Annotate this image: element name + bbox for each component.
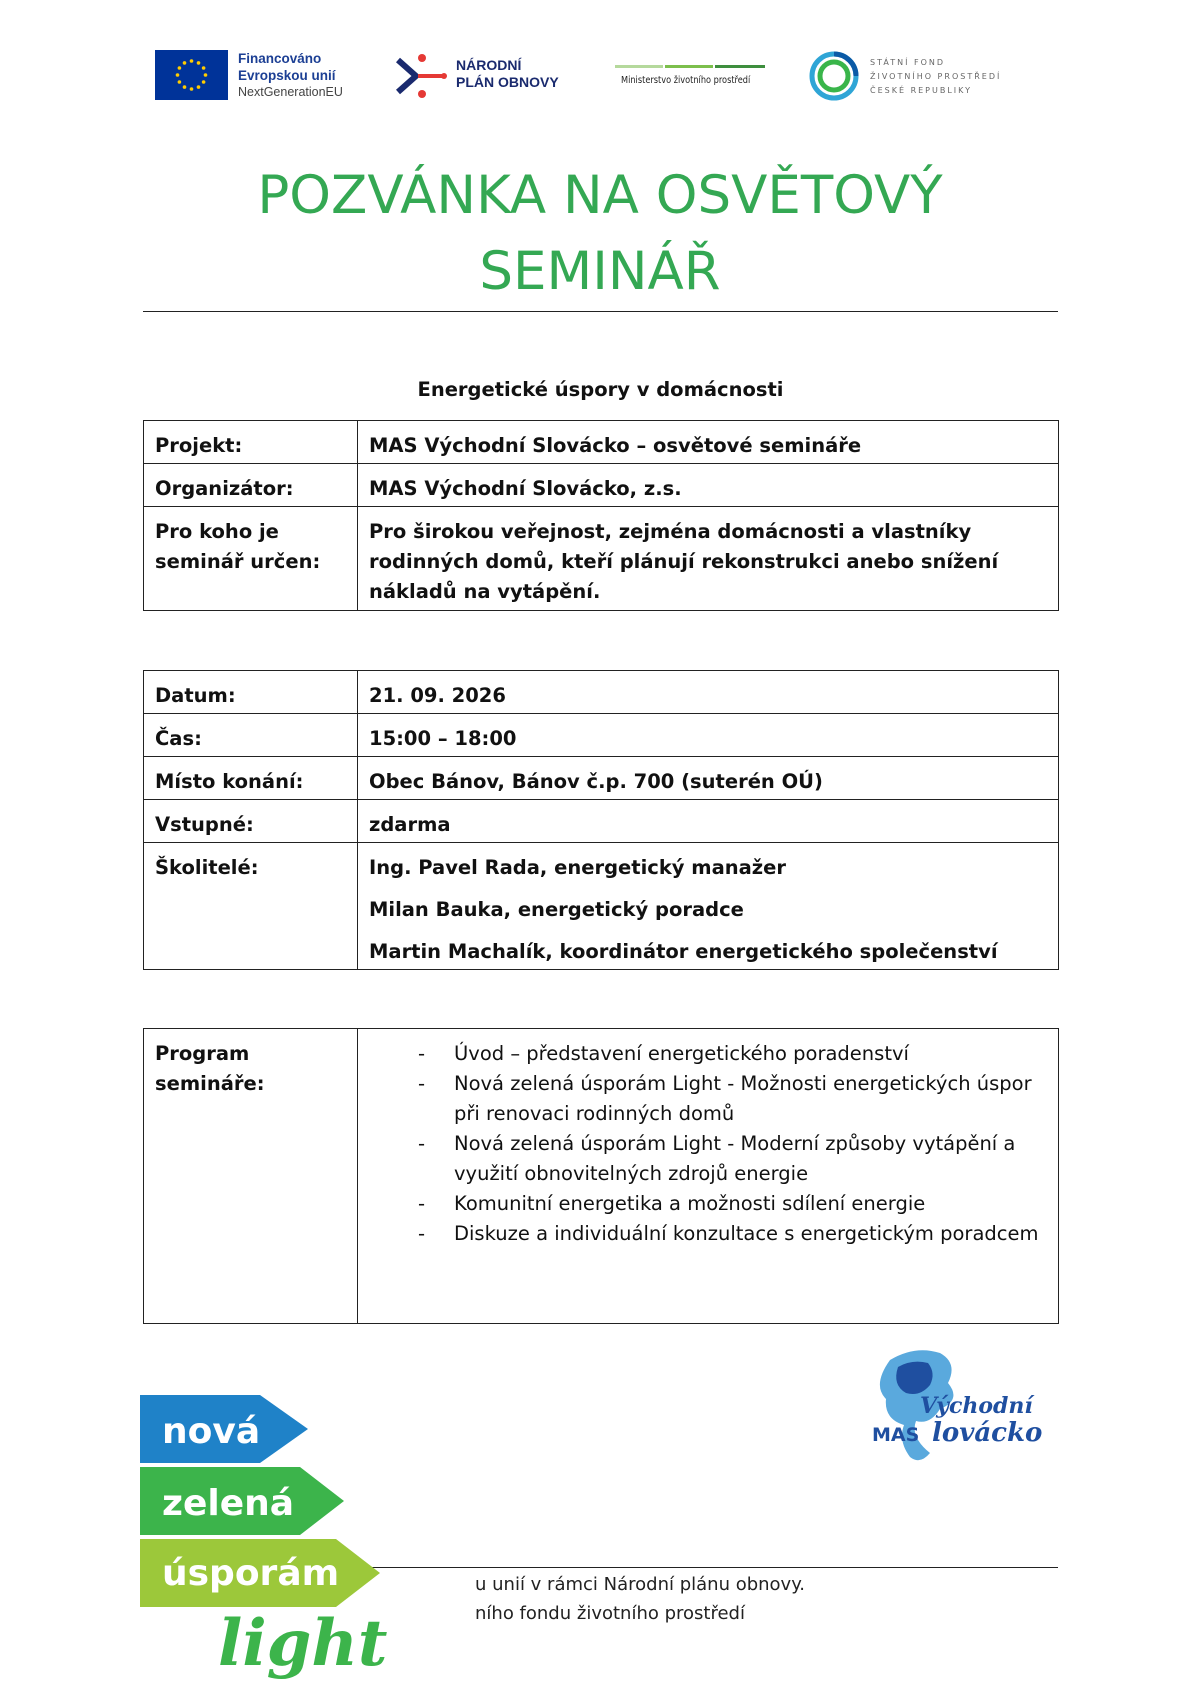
program-item: - Úvod – představení energetického poradenství: [418, 1039, 1047, 1069]
page-title-line1: POZVÁNKA NA OSVĚTOVÝ: [257, 165, 943, 226]
program-item: - Nová zelená úsporám Light - Moderní způsoby vytápění a využití obnovitelných zdrojů energie: [418, 1129, 1047, 1189]
trainer-item: Ing. Pavel Rada, energetický manažer: [369, 856, 786, 879]
row-label-misto: Místo konání:: [144, 757, 358, 800]
eu-logo-line1: Financováno: [238, 51, 322, 66]
footer-line1: u unií v rámci Národní plánu obnovy.: [475, 1574, 806, 1595]
eu-logo-line3: NextGenerationEU: [238, 85, 343, 99]
mzp-color-bars-icon: [615, 65, 765, 68]
table-row: [144, 671, 1059, 714]
program-item: - Nová zelená úsporám Light - Možnosti energetických úspor při renovaci rodinných domů: [418, 1069, 1047, 1129]
row-label-vstupne: Vstupné:: [144, 800, 358, 843]
nzu-word-usporam: úsporám: [162, 1553, 340, 1594]
table-row: [144, 507, 1059, 611]
sfzp-logo: [808, 50, 1008, 104]
table-row: [144, 464, 1059, 507]
mzp-logo-text: Ministerstvo životního prostředí: [621, 75, 751, 86]
nova-zelena-usporam-light-logo: [140, 1395, 390, 1685]
sfzp-logo-line1: STÁTNÍ FOND: [870, 58, 946, 67]
trainers-list: [358, 843, 1059, 970]
nzu-word-zelena: zelená: [162, 1483, 295, 1524]
table-row: [144, 800, 1059, 843]
table-row: [144, 421, 1059, 464]
mas-vychodni-slovacko-logo: [870, 1345, 1045, 1480]
row-value-vstupne: zdarma: [358, 800, 1059, 843]
title-divider: [143, 311, 1058, 312]
event-details-table: [143, 670, 1059, 970]
program-table: [143, 1028, 1059, 1324]
row-label-audience: Pro koho je seminář určen:: [144, 507, 358, 611]
row-label-datum: Datum:: [144, 671, 358, 714]
table-row: [144, 714, 1059, 757]
project-info-table: [143, 420, 1059, 611]
row-value-projekt: MAS Východní Slovácko – osvětové semináře: [358, 421, 1059, 464]
mas-word-lovacko: lovácko: [932, 1418, 1043, 1448]
program-item: - Komunitní energetika a možnosti sdílení energie: [418, 1189, 1047, 1219]
sfzp-swirl-icon: [808, 50, 860, 102]
program-list: [369, 1039, 1047, 1249]
row-label-projekt: Projekt:: [144, 421, 358, 464]
seminar-topic: Energetické úspory v domácnosti: [417, 378, 784, 401]
trainer-item: Milan Bauka, energetický poradce: [369, 898, 744, 921]
eu-logo-line2: Evropskou unií: [238, 68, 336, 83]
row-value-organizator: MAS Východní Slovácko, z.s.: [358, 464, 1059, 507]
table-row: [144, 1029, 1059, 1324]
npo-logo-line2: PLÁN OBNOVY: [456, 74, 559, 90]
nzu-word-light: light: [218, 1606, 388, 1681]
row-label-program: Program semináře:: [144, 1029, 358, 1324]
sfzp-logo-line2: ŽIVOTNÍHO PROSTŘEDÍ: [870, 72, 1002, 81]
row-label-cas: Čas:: [144, 714, 358, 757]
narodni-plan-obnovy-logo: [392, 50, 592, 102]
table-row: [144, 757, 1059, 800]
program-item: - Diskuze a individuální konzultace s energetickým poradcem: [418, 1219, 1047, 1249]
page-title-line2: SEMINÁŘ: [479, 241, 721, 302]
program-cell: [358, 1029, 1059, 1324]
eu-funding-logo: [155, 50, 355, 102]
mas-word-vychodni: Východní: [920, 1393, 1033, 1419]
ministerstvo-zp-logo: [615, 55, 765, 95]
row-label-organizator: Organizátor:: [144, 464, 358, 507]
nzu-word-nova: nová: [162, 1411, 261, 1452]
mas-word-mas: MAS: [872, 1424, 920, 1446]
row-value-audience: Pro širokou veřejnost, zejména domácnosti a vlastníky rodinných domů, kteří plánují rekonstrukci anebo snížení nákladů na vytápění.: [358, 507, 1059, 611]
table-row: [144, 843, 1059, 970]
trainer-item: Martin Machalík, koordinátor energetického společenství: [369, 940, 998, 963]
page-title: [130, 158, 1070, 310]
footer-note: [475, 1570, 805, 1628]
row-label-skolitele: Školitelé:: [144, 843, 358, 970]
sfzp-logo-line3: ČESKÉ REPUBLIKY: [870, 86, 973, 95]
npo-emblem-icon: [392, 50, 452, 102]
npo-logo-line1: NÁRODNÍ: [456, 57, 522, 73]
row-value-datum: 21. 09. 2026: [358, 671, 1059, 714]
eu-flag-icon: [155, 50, 228, 100]
row-value-misto: Obec Bánov, Bánov č.p. 700 (suterén OÚ): [358, 757, 1059, 800]
footer-line2: ního fondu životního prostředí: [475, 1603, 745, 1624]
row-value-cas: 15:00 – 18:00: [358, 714, 1059, 757]
